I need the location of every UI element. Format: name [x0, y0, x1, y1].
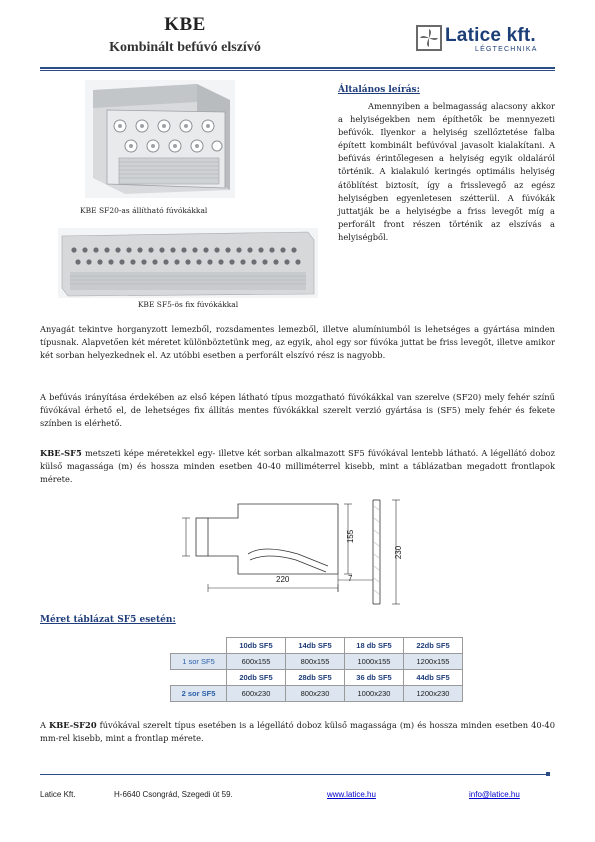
table-header-row-1 — [171, 638, 463, 654]
document-title: KBE — [164, 14, 206, 35]
table-header-row-2 — [171, 670, 463, 686]
paragraph-material — [40, 323, 555, 363]
footer-company: Latice Kft. — [40, 790, 76, 799]
photo1-caption: KBE SF20-as állítható fúvókákkal — [80, 206, 208, 215]
table-title: Méret táblázat SF5 esetén: — [40, 615, 176, 625]
dim-155-label: 155 — [346, 529, 356, 544]
table-cell: 800x230 — [286, 686, 345, 702]
table-header-cell: 22db SF5 — [404, 638, 463, 654]
kbe-sf20-photo — [85, 80, 235, 198]
table-cell: 600x230 — [227, 686, 286, 702]
paragraph-nozzles-text: A befúvás irányítása érdekében az első képen látható típus mozgatható fúvókákkal van szerelve (SF20) mely fehér színű fúvókával érhető el, de lehetséges fix állítás mentes fúvókákkal szerelt verzió gyártása is (SF5) mely fehér és fekete színben is elérhető. — [40, 392, 555, 429]
paragraph-material-text: Anyagát tekintve horganyzott lemezből, rozsdamentes lemezből, illetve alumíniumból is lehetséges a gyártása minden típusnak. Alapvetően két méretet különböztetünk meg, az egyik, ahol egy sor fúvóka juttat be friss levegőt, illetve amikor két sorban helyezkednek el. Az utóbbi esetben a perforált elszívó rész is nagyobb. — [40, 324, 555, 361]
kbe-sf5-photo — [58, 228, 318, 298]
table-cell: 1000x230 — [345, 686, 404, 702]
table-header-cell: 10db SF5 — [227, 638, 286, 654]
photo2-caption: KBE SF5-ös fix fúvókákkal — [137, 300, 239, 309]
paragraph-sf20-rest: fúvókával szerelt típus esetében is a légellátó doboz külső magassága (m) és hossza minden esetben 40-40 mm-rel kisebb, mint a frontlap mérete. — [40, 720, 555, 744]
table-header-cell: 28db SF5 — [286, 670, 345, 686]
description-heading: Általános leírás: — [338, 85, 420, 95]
table-row — [171, 654, 463, 670]
footer-email-link[interactable]: info@latice.hu — [469, 790, 520, 799]
table-header-cell: 18 db SF5 — [345, 638, 404, 654]
description-text-block — [338, 100, 555, 244]
header-divider-thin — [40, 70, 555, 71]
paragraph-sf20-pre: A — [40, 720, 50, 730]
table-row-label: 1 sor SF5 — [171, 654, 227, 670]
latice-logo-icon — [416, 25, 442, 51]
header-divider — [40, 67, 555, 69]
size-table — [170, 637, 463, 702]
dim-7-label: 7 — [348, 574, 353, 583]
logo-company-name: Latice kft. — [445, 25, 536, 46]
paragraph-sf20-bold: KBE-SF20 — [49, 720, 97, 730]
footer-address: H-6640 Csongrád, Szegedi út 59. — [114, 790, 233, 799]
section-drawing — [168, 494, 418, 612]
paragraph-sf20 — [40, 719, 555, 745]
dim-220-label: 220 — [276, 575, 290, 584]
paragraph-section-rest: metszeti képe méretekkel egy- illetve két sorban alkalmazott SF5 fúvókával lentebb látható. A légellátó doboz külső magassága (m) és hossza minden esetben 40-40 milliméterrel kisebb, mint a táblázatban megadott frontlapok mérete. — [40, 448, 555, 485]
table-header-cell: 20db SF5 — [227, 670, 286, 686]
footer-divider — [40, 774, 549, 775]
table-header-cell: 36 db SF5 — [345, 670, 404, 686]
logo-tagline: LÉGTECHNIKA — [475, 46, 538, 53]
table-header-cell: 14db SF5 — [286, 638, 345, 654]
table-cell: 600x155 — [227, 654, 286, 670]
footer-web-link[interactable]: www.latice.hu — [327, 790, 376, 799]
dim-230-label: 230 — [394, 545, 404, 560]
table-cell: 1200x155 — [404, 654, 463, 670]
paragraph-section-bold: KBE-SF5 — [40, 448, 82, 458]
table-header-cell: 44db SF5 — [404, 670, 463, 686]
table-cell: 800x155 — [286, 654, 345, 670]
table-cell: 1200x230 — [404, 686, 463, 702]
table-row-label: 2 sor SF5 — [171, 686, 227, 702]
paragraph-sf20-text — [40, 719, 555, 745]
paragraph-section — [40, 447, 555, 487]
table-row — [171, 686, 463, 702]
paragraph-nozzles — [40, 391, 555, 431]
document-subtitle: Kombinált befúvó elszívó — [109, 40, 261, 55]
description-text: Amennyiben a belmagasság alacsony akkor a helyiségekben nem építhetők be mennyezeti befúvók. Ilyenkor a helyiség szellőztetése falba épített kombinált befúvóval javasolt kialakítani. A befúvás érintőlegesen a helyiség egyik oldaláról történik. A kialakuló keringés optimális helyiség átöblítést biztosít, így a frisslevegő az egész helyiségben egyenletesen szétterül. A fúvókák juttatják be a helyiségbe a friss levegőt míg a perforált front részen történik az elszívás a helyiségből. — [338, 101, 555, 242]
paragraph-section-text — [40, 447, 555, 487]
footer-divider-end — [546, 772, 550, 776]
table-cell: 1000x155 — [345, 654, 404, 670]
